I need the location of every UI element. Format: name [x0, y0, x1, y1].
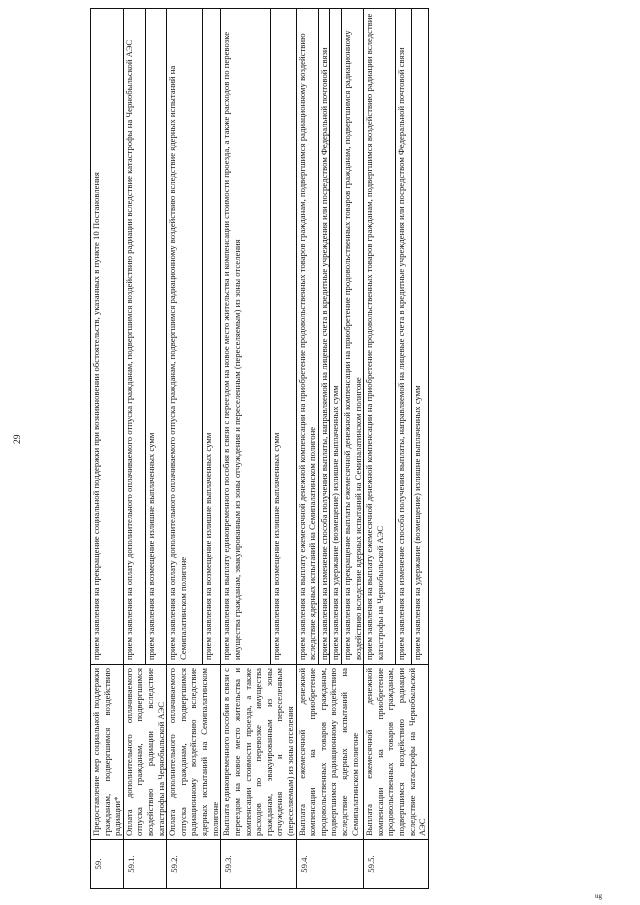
table-row — [221, 9, 270, 889]
footer-mark: ug — [595, 892, 602, 900]
application-reason: прием заявления на оплату дополнительного оплачиваемого отпуска гражданам, подвергшимся радиационному воздействию вследствие ядерных испытаний на Семипалатинском полигоне — [167, 9, 202, 665]
table-row — [296, 9, 318, 889]
application-reason: прием заявления на возмещение излишне выплаченных сумм — [145, 9, 167, 665]
application-reason: прием заявления на выплату ежемесячной денежной компенсации на приобретение продовольственных товаров гражданам, подвергшимся радиационному воздействию вследствие ядерных испытаний на Семипалатинском полигоне — [296, 9, 318, 665]
application-reason: прием заявления на удержание (возмещение) излишне выплаченных сумм — [412, 9, 429, 665]
service-name: Выплата ежемесячной денежной компенсации на приобретение продовольственных товаров гражданам, подвергшимся радиационному воздействию вследствие ядерных испытаний на Семипалатинском полигоне — [296, 665, 364, 840]
application-reason: прием заявления на оплату дополнительного оплачиваемого отпуска гражданам, подвергшимся воздействию радиации вследствие катастрофы на Чернобыльской АЭС — [123, 9, 145, 665]
application-reason: прием заявления на выплату ежемесячной денежной компенсации на приобретение продовольственных товаров гражданам, подвергшимся воздействию радиации вследствие катастрофы на Чернобыльской АЭС — [364, 9, 396, 665]
row-number: 59.3. — [221, 840, 296, 889]
table-row — [91, 9, 124, 889]
page-number: 29 — [13, 434, 23, 444]
rotated-page-content — [90, 9, 429, 889]
service-name: Предоставление мер социальной поддержки гражданам, подвергшимся воздействию радиации* — [91, 665, 124, 840]
table-row — [364, 9, 396, 889]
application-reason: прием заявления на прекращение выплаты ежемесячной денежной компенсации на приобретение продовольственных товаров гражданам, подвергшимся радиационному воздействию вследствие ядерных испытаний на Семипалатинском полигоне — [342, 9, 364, 665]
row-number: 59. — [91, 840, 124, 889]
services-table — [90, 8, 429, 889]
row-number: 59.1. — [123, 840, 166, 889]
application-reason: прием заявления на выплату единовременного пособия в связи с переездом на новое место жительства и компенсации стоимости проезда, а также расходов по перевозке имущества гражданам, эвакуированным из зоны отчуждения и переселенным (переселяемым) из зоны отселения — [221, 9, 270, 665]
application-reason: прием заявления на возмещение излишне выплаченных сумм — [202, 9, 221, 665]
application-reason: прием заявления на прекращение социальной поддержки при возникновении обстоятельств, указанных в пункте 10 Постановления — [91, 9, 124, 665]
application-reason: прием заявления на удержание (возмещение) излишне выплаченных сумм — [330, 9, 342, 665]
service-name: Выплата единовременного пособия в связи с переездом на новое место жительства и компенсации стоимости проезда, а также расходов по перевозке имущества гражданам, эвакуированным из зоны отчуждения и переселенным (переселяемым) из зоны отселения — [221, 665, 296, 840]
service-name: Оплата дополнительного оплачиваемого отпуска гражданам, подвергшимся радиационному воздействию вследствие ядерных испытаний на Семипалатинском полигоне — [167, 665, 221, 840]
table-row — [167, 9, 202, 889]
row-number: 59.4. — [296, 840, 364, 889]
application-reason: прием заявления на возмещение излишне выплаченных сумм — [270, 9, 296, 665]
service-name: Оплата дополнительного оплачиваемого отпуска гражданам, подвергшимся воздействию радиации вследствие катастрофы на Чернобыльской АЭС — [123, 665, 166, 840]
table-row — [123, 9, 145, 889]
services-table-body — [91, 9, 429, 889]
row-number: 59.5. — [364, 840, 429, 889]
application-reason: прием заявления на изменение способа получения выплаты, направляемой на лицевые счета в кредитные учреждения или посредством Федеральной почтовой связи — [318, 9, 330, 665]
application-reason: прием заявления на изменение способа получения выплаты, направляемой на лицевые счета в кредитные учреждения или посредством Федеральной почтовой связи — [395, 9, 412, 665]
service-name: Выплата ежемесячной денежной компенсации на приобретение продовольственных товаров гражданам, подвергшимся воздействию радиации вследствие катастрофы на Чернобыльской АЭС — [364, 665, 429, 840]
row-number: 59.2. — [167, 840, 221, 889]
